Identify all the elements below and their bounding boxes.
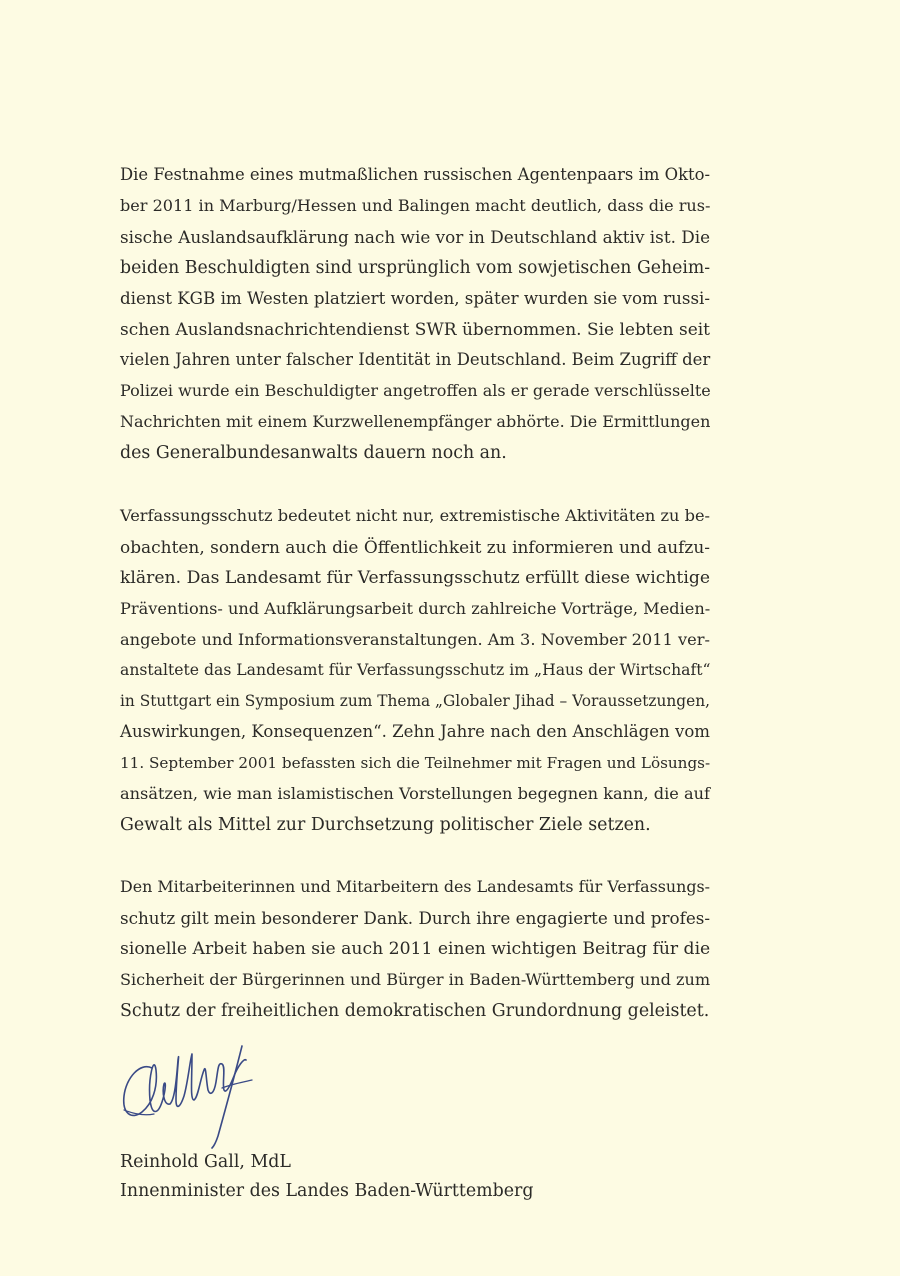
text-line: Nachrichten mit einem Kurzwellenempfänger abhörte. Die Ermittlungen [120, 412, 711, 432]
signatory-name: Reinhold Gall, MdL [120, 1152, 291, 1172]
text-line: Die Festnahme eines mutmaßlichen russischen Agentenpaars im Okto- [120, 165, 710, 184]
text-line: sische Auslandsaufklärung nach wie vor in Deutschland aktiv ist. Die [120, 226, 711, 247]
text-line: Verfassungsschutz bedeutet nicht nur, extremistische Aktivitäten zu be- [120, 506, 710, 525]
text-line: angebote und Informationsveranstaltungen. Am 3. November 2011 ver- [120, 629, 710, 649]
text-line: 11. September 2001 befassten sich die Teilnehmer mit Fragen und Lösungs- [120, 754, 711, 773]
text-line: Den Mitarbeiterinnen und Mitarbeitern des Landesamts für Verfassungs- [120, 877, 710, 896]
text-line: anstaltete das Landesamt für Verfassungsschutz im „Haus der Wirtschaft“ [120, 660, 711, 680]
text-line: in Stuttgart ein Symposium zum Thema „Globaler Jihad – Voraussetzungen, [120, 692, 710, 711]
paragraph-1 [120, 160, 710, 469]
text-line: Präventions- und Aufklärungsarbeit durch zahlreiche Vorträge, Medien- [120, 598, 711, 618]
signatory-title: Innenminister des Landes Baden-Württemberg [120, 1181, 534, 1201]
text-line: klären. Das Landesamt für Verfassungsschutz erfüllt diese wichtige [120, 567, 710, 588]
text-line: schen Auslandsnachrichtendienst SWR übernommen. Sie lebten seit [120, 319, 710, 340]
text-line: ansätzen, wie man islamistischen Vorstellungen begegnen kann, die auf [120, 784, 710, 804]
signature-icon [118, 1040, 268, 1150]
text-line: schutz gilt mein besonderer Dank. Durch ihre engagierte und profes- [120, 907, 711, 928]
paragraph-2 [120, 501, 710, 841]
text-line: Gewalt als Mittel zur Durchsetzung politischer Ziele setzen. [120, 814, 651, 835]
text-line: beiden Beschuldigten sind ursprünglich vom sowjetischen Geheim- [120, 257, 711, 278]
text-line: Auswirkungen, Konsequenzen“. Zehn Jahre nach den Anschlägen vom [120, 722, 710, 742]
text-line: obachten, sondern auch die Öffentlichkeit zu informieren und aufzu- [120, 536, 710, 557]
text-line: Polizei wurde ein Beschuldigter angetroffen als er gerade verschlüsselte [120, 381, 711, 401]
paragraph-3 [120, 872, 710, 1026]
text-line: vielen Jahren unter falscher Identität in Deutschland. Beim Zugriff der [120, 350, 711, 370]
text-line: dienst KGB im Westen platziert worden, später wurden sie vom russi- [120, 288, 710, 308]
text-line: des Generalbundesanwalts dauern noch an. [120, 443, 507, 464]
text-line: Schutz der freiheitlichen demokratischen Grundordnung geleistet. [120, 1000, 710, 1021]
text-line: ber 2011 in Marburg/Hessen und Balingen macht deutlich, dass die rus- [120, 195, 711, 215]
text-line: sionelle Arbeit haben sie auch 2011 einen wichtigen Beitrag für die [120, 938, 711, 959]
text-line: Sicherheit der Bürgerinnen und Bürger in Baden-Württemberg und zum [120, 969, 711, 989]
